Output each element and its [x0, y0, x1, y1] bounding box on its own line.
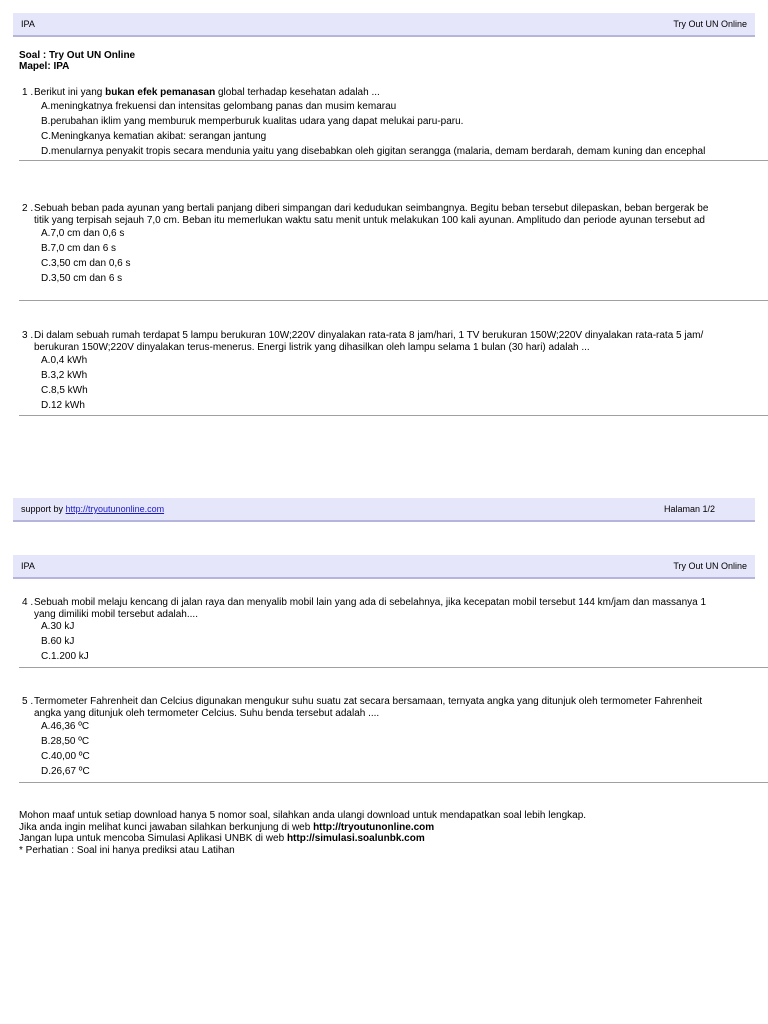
- option-b[interactable]: B.perubahan iklim yang memburuk memperburuk kualitas udara yang dapat melukai paru-paru.: [41, 116, 464, 127]
- mapel-title: Mapel: IPA: [19, 61, 70, 72]
- option-a[interactable]: A.7,0 cm dan 0,6 s: [41, 228, 125, 239]
- support-link[interactable]: http://tryoutunonline.com: [65, 504, 165, 514]
- question-stem: [34, 203, 708, 227]
- question-divider: [19, 160, 768, 161]
- question-number: 1 .: [22, 87, 34, 98]
- option-c[interactable]: C.1.200 kJ: [41, 651, 89, 662]
- option-d[interactable]: D.26,67 ºC: [41, 766, 90, 777]
- notice-line: [19, 833, 586, 845]
- notice-text: Jika anda ingin melihat kunci jawaban silahkan berkunjung di web: [19, 821, 314, 833]
- stem-text: global terhadap kesehatan adalah ...: [215, 87, 380, 98]
- notice-line: * Perhatian : Soal ini hanya prediksi atau Latihan: [19, 844, 235, 856]
- question-4: [0, 597, 768, 669]
- stem-line: Sebuah beban pada ayunan yang bertali panjang diberi simpangan dari kedudukan seimbangnya. Begitu beban tersebut dilepaskan, beban bergerak be: [34, 203, 709, 214]
- question-divider: [19, 300, 768, 301]
- option-d[interactable]: D.3,50 cm dan 6 s: [41, 273, 123, 284]
- question-stem: [34, 330, 703, 354]
- answer-key-link[interactable]: http://tryoutunonline.com: [313, 821, 435, 833]
- question-number: 5 .: [22, 696, 34, 707]
- option-b[interactable]: B.7,0 cm dan 6 s: [41, 243, 117, 254]
- option-b[interactable]: B.3,2 kWh: [41, 370, 88, 381]
- question-stem: [34, 597, 706, 621]
- stem-line: Di dalam sebuah rumah terdapat 5 lampu berukuran 10W;220V dinyalakan rata-rata 8 jam/hari, 1 TV berukuran 150W;220V dinyalakan rata-rata 5 jam/: [34, 330, 704, 341]
- page-number: Halaman 1/2: [663, 504, 715, 514]
- question-3: [0, 330, 768, 416]
- question-divider: [19, 667, 768, 668]
- question-2: [0, 203, 768, 293]
- question-1: [0, 87, 768, 162]
- option-b[interactable]: B.28,50 ºC: [41, 736, 90, 747]
- page1-header-bar: [13, 13, 755, 37]
- soal-title: Soal : Try Out UN Online: [19, 50, 136, 61]
- notice-line: Mohon maaf untuk setiap download hanya 5 nomor soal, silahkan anda ulangi download untuk mendapatkan soal lebih lengkap.: [19, 810, 587, 821]
- stem-text: Berikut ini yang: [34, 87, 106, 98]
- question-divider: [19, 415, 768, 416]
- option-a[interactable]: A.46,36 ºC: [41, 721, 90, 732]
- page1-footer-bar: [13, 498, 755, 522]
- stem-line: Sebuah mobil melaju kencang di jalan raya dan menyalib mobil lain yang ada di sebelahnya, jika kecepatan mobil tersebut 144 km/jam dan massanya 1: [34, 597, 707, 608]
- page2-header-bar: [13, 555, 755, 579]
- stem-line: berukuran 150W;220V dinyalakan terus-menerus. Energi listrik yang dihasilkan oleh lampu selama 1 bulan (30 hari) adalah ...: [34, 342, 590, 353]
- stem-line: titik yang terpisah sejauh 7,0 cm. Beban itu memerlukan waktu satu menit untuk melakukan 100 kali ayunan. Amplitudo dan periode ayunan tersebut ad: [34, 215, 705, 226]
- option-a[interactable]: A.0,4 kWh: [41, 355, 88, 366]
- site-title: Try Out UN Online: [673, 561, 747, 571]
- site-title: Try Out UN Online: [673, 19, 747, 29]
- notice-line: [19, 822, 586, 834]
- support-label: support by: [21, 504, 66, 514]
- question-stem: [34, 696, 702, 720]
- option-b[interactable]: B.60 kJ: [41, 636, 75, 647]
- question-stem: [34, 87, 380, 99]
- question-number: 4 .: [22, 597, 34, 608]
- option-c[interactable]: C.8,5 kWh: [41, 385, 88, 396]
- option-d[interactable]: D.12 kWh: [41, 400, 85, 411]
- stem-line: yang dimiliki mobil tersebut adalah....: [34, 609, 198, 620]
- option-c[interactable]: C.Meningkanya kematian akibat: serangan jantung: [41, 131, 267, 142]
- stem-emphasis: bukan efek pemanasan: [105, 87, 216, 98]
- stem-line: Termometer Fahrenheit dan Celcius digunakan mengukur suhu suatu zat secara bersamaan, ternyata angka yang ditunjuk oleh termometer Fahrenheit: [34, 696, 703, 707]
- subject-label: IPA: [21, 19, 35, 29]
- stem-line: angka yang ditunjuk oleh termometer Celcius. Suhu benda tersebut adalah ....: [34, 708, 380, 719]
- support-text: [21, 504, 164, 515]
- question-5: [0, 696, 768, 782]
- option-c[interactable]: C.3,50 cm dan 0,6 s: [41, 258, 131, 269]
- question-number: 2 .: [22, 203, 34, 214]
- download-notice: [19, 810, 586, 856]
- option-a[interactable]: A.30 kJ: [41, 621, 75, 632]
- option-a[interactable]: A.meningkatnya frekuensi dan intensitas gelombang panas dan musim kemarau: [41, 101, 397, 112]
- subject-label: IPA: [21, 561, 35, 571]
- notice-text: Jangan lupa untuk mencoba Simulasi Aplikasi UNBK di web: [19, 833, 287, 844]
- option-d[interactable]: D.menularnya penyakit tropis secara mendunia yaitu yang disebabkan oleh gigitan serangga (malaria, demam berdarah, demam kuning dan encephal: [41, 146, 706, 157]
- simulation-link[interactable]: http://simulasi.soalunbk.com: [286, 833, 425, 844]
- question-number: 3 .: [22, 330, 34, 341]
- question-divider: [19, 782, 768, 783]
- option-c[interactable]: C.40,00 ºC: [41, 751, 90, 762]
